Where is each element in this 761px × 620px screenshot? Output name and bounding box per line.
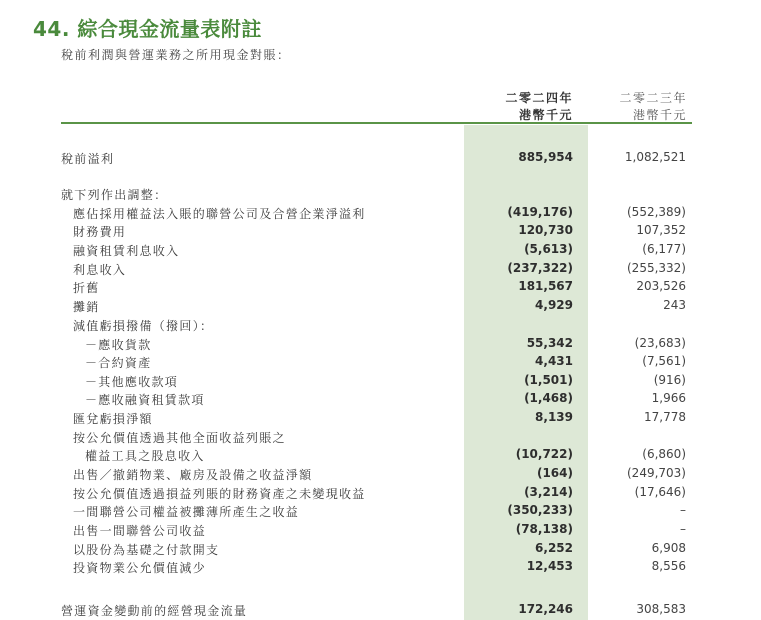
row-label: 就下列作出調整： xyxy=(61,188,168,202)
page-subtitle: 稅前利潤與營運業務之所用現金對賬： xyxy=(61,48,291,62)
table-row xyxy=(0,429,761,447)
row-label: 折舊 xyxy=(73,281,100,295)
value-2024: (164) xyxy=(536,466,573,480)
table-row xyxy=(0,242,761,260)
row-label: 利息收入 xyxy=(73,263,127,277)
value-2024: 4,929 xyxy=(535,298,573,312)
table-row xyxy=(0,279,761,297)
value-2023: – xyxy=(680,522,686,536)
value-2023: 243 xyxy=(663,298,686,312)
table-row xyxy=(0,298,761,316)
value-2024: (237,322) xyxy=(507,261,573,275)
value-2023: 308,583 xyxy=(636,602,686,616)
table-row xyxy=(0,447,761,465)
row-label: －合約資產 xyxy=(85,356,152,370)
row-label: 出售／撤銷物業、廠房及設備之收益淨額 xyxy=(73,468,313,482)
value-2024: (10,722) xyxy=(515,447,573,461)
table-row xyxy=(0,336,761,354)
value-2024: 172,246 xyxy=(518,602,573,616)
row-label: 按公允價值透過損益列賬的財務資產之未變現收益 xyxy=(73,487,366,501)
value-2024: (3,214) xyxy=(524,485,573,499)
value-2023: (255,332) xyxy=(627,261,686,275)
value-2024: 55,342 xyxy=(526,336,573,350)
row-label: 以股份為基礎之付款開支 xyxy=(73,543,220,557)
table-row xyxy=(0,354,761,372)
value-2024: 6,252 xyxy=(535,541,573,555)
value-2023: 1,082,521 xyxy=(624,150,686,164)
value-2024: 181,567 xyxy=(518,279,573,293)
row-label: 一間聯營公司權益被攤薄所產生之收益 xyxy=(73,505,300,519)
row-label: 按公允價值透過其他全面收益列賬之 xyxy=(73,431,286,445)
table-row xyxy=(0,466,761,484)
row-label: 投資物業公允價值減少 xyxy=(73,561,207,575)
value-2024: (350,233) xyxy=(507,503,573,517)
table-row xyxy=(0,186,761,204)
table-row xyxy=(0,559,761,577)
value-2023: 17,778 xyxy=(644,410,686,424)
value-2024: (419,176) xyxy=(507,205,573,219)
table-row xyxy=(0,150,761,168)
value-2024: (78,138) xyxy=(515,522,573,536)
table-row xyxy=(0,261,761,279)
value-2023: (17,646) xyxy=(634,485,686,499)
value-2024: (1,501) xyxy=(524,373,573,387)
value-2024: 4,431 xyxy=(535,354,573,368)
value-2023: 203,526 xyxy=(636,279,686,293)
table-row xyxy=(0,541,761,559)
column-header-previous-unit: 港幣千元 xyxy=(632,108,687,122)
table-row xyxy=(0,317,761,335)
value-2023: (916) xyxy=(653,373,686,387)
value-2023: 1,966 xyxy=(651,391,686,405)
column-header-current-year: 二零二四年 xyxy=(505,91,573,105)
row-label: 稅前溢利 xyxy=(61,152,115,166)
table-row xyxy=(0,223,761,241)
table-row xyxy=(0,410,761,428)
row-label: －應收融資租賃款項 xyxy=(85,393,205,407)
value-2024: (1,468) xyxy=(524,391,573,405)
page-title: 44. 綜合現金流量表附註 xyxy=(33,17,262,41)
row-label: 營運資金變動前的經營現金流量 xyxy=(61,604,248,618)
table-row xyxy=(0,205,761,223)
row-label: －應收貨款 xyxy=(85,338,152,352)
table-row xyxy=(0,485,761,503)
table-row xyxy=(0,373,761,391)
table-row xyxy=(0,391,761,409)
row-label: 出售一間聯營公司收益 xyxy=(73,524,207,538)
row-label: 應佔採用權益法入賬的聯營公司及合營企業淨溢利 xyxy=(73,207,366,221)
row-label: －其他應收款項 xyxy=(85,375,179,389)
row-label: 減值虧損撥備（撥回）： xyxy=(73,319,214,333)
table-row xyxy=(0,602,761,620)
value-2023: 6,908 xyxy=(651,541,686,555)
table-row xyxy=(0,522,761,540)
value-2023: (7,561) xyxy=(642,354,686,368)
row-label: 財務費用 xyxy=(73,225,127,239)
value-2024: 120,730 xyxy=(518,223,573,237)
row-label: 匯兌虧損淨額 xyxy=(73,412,153,426)
value-2023: (249,703) xyxy=(627,466,686,480)
value-2023: (23,683) xyxy=(634,336,686,350)
value-2023: (6,860) xyxy=(642,447,686,461)
value-2024: (5,613) xyxy=(524,242,573,256)
value-2024: 12,453 xyxy=(526,559,573,573)
row-label: 攤銷 xyxy=(73,300,100,314)
value-2023: (6,177) xyxy=(642,242,686,256)
value-2023: 107,352 xyxy=(636,223,686,237)
value-2023: (552,389) xyxy=(627,205,686,219)
column-header-current-unit: 港幣千元 xyxy=(518,108,573,122)
column-header-previous-year: 二零二三年 xyxy=(619,91,687,105)
value-2024: 885,954 xyxy=(518,150,573,164)
row-label: 權益工具之股息收入 xyxy=(85,449,205,463)
table-row xyxy=(0,503,761,521)
value-2023: – xyxy=(680,503,686,517)
header-rule xyxy=(61,122,692,124)
value-2024: 8,139 xyxy=(535,410,573,424)
value-2023: 8,556 xyxy=(651,559,686,573)
row-label: 融資租賃利息收入 xyxy=(73,244,180,258)
